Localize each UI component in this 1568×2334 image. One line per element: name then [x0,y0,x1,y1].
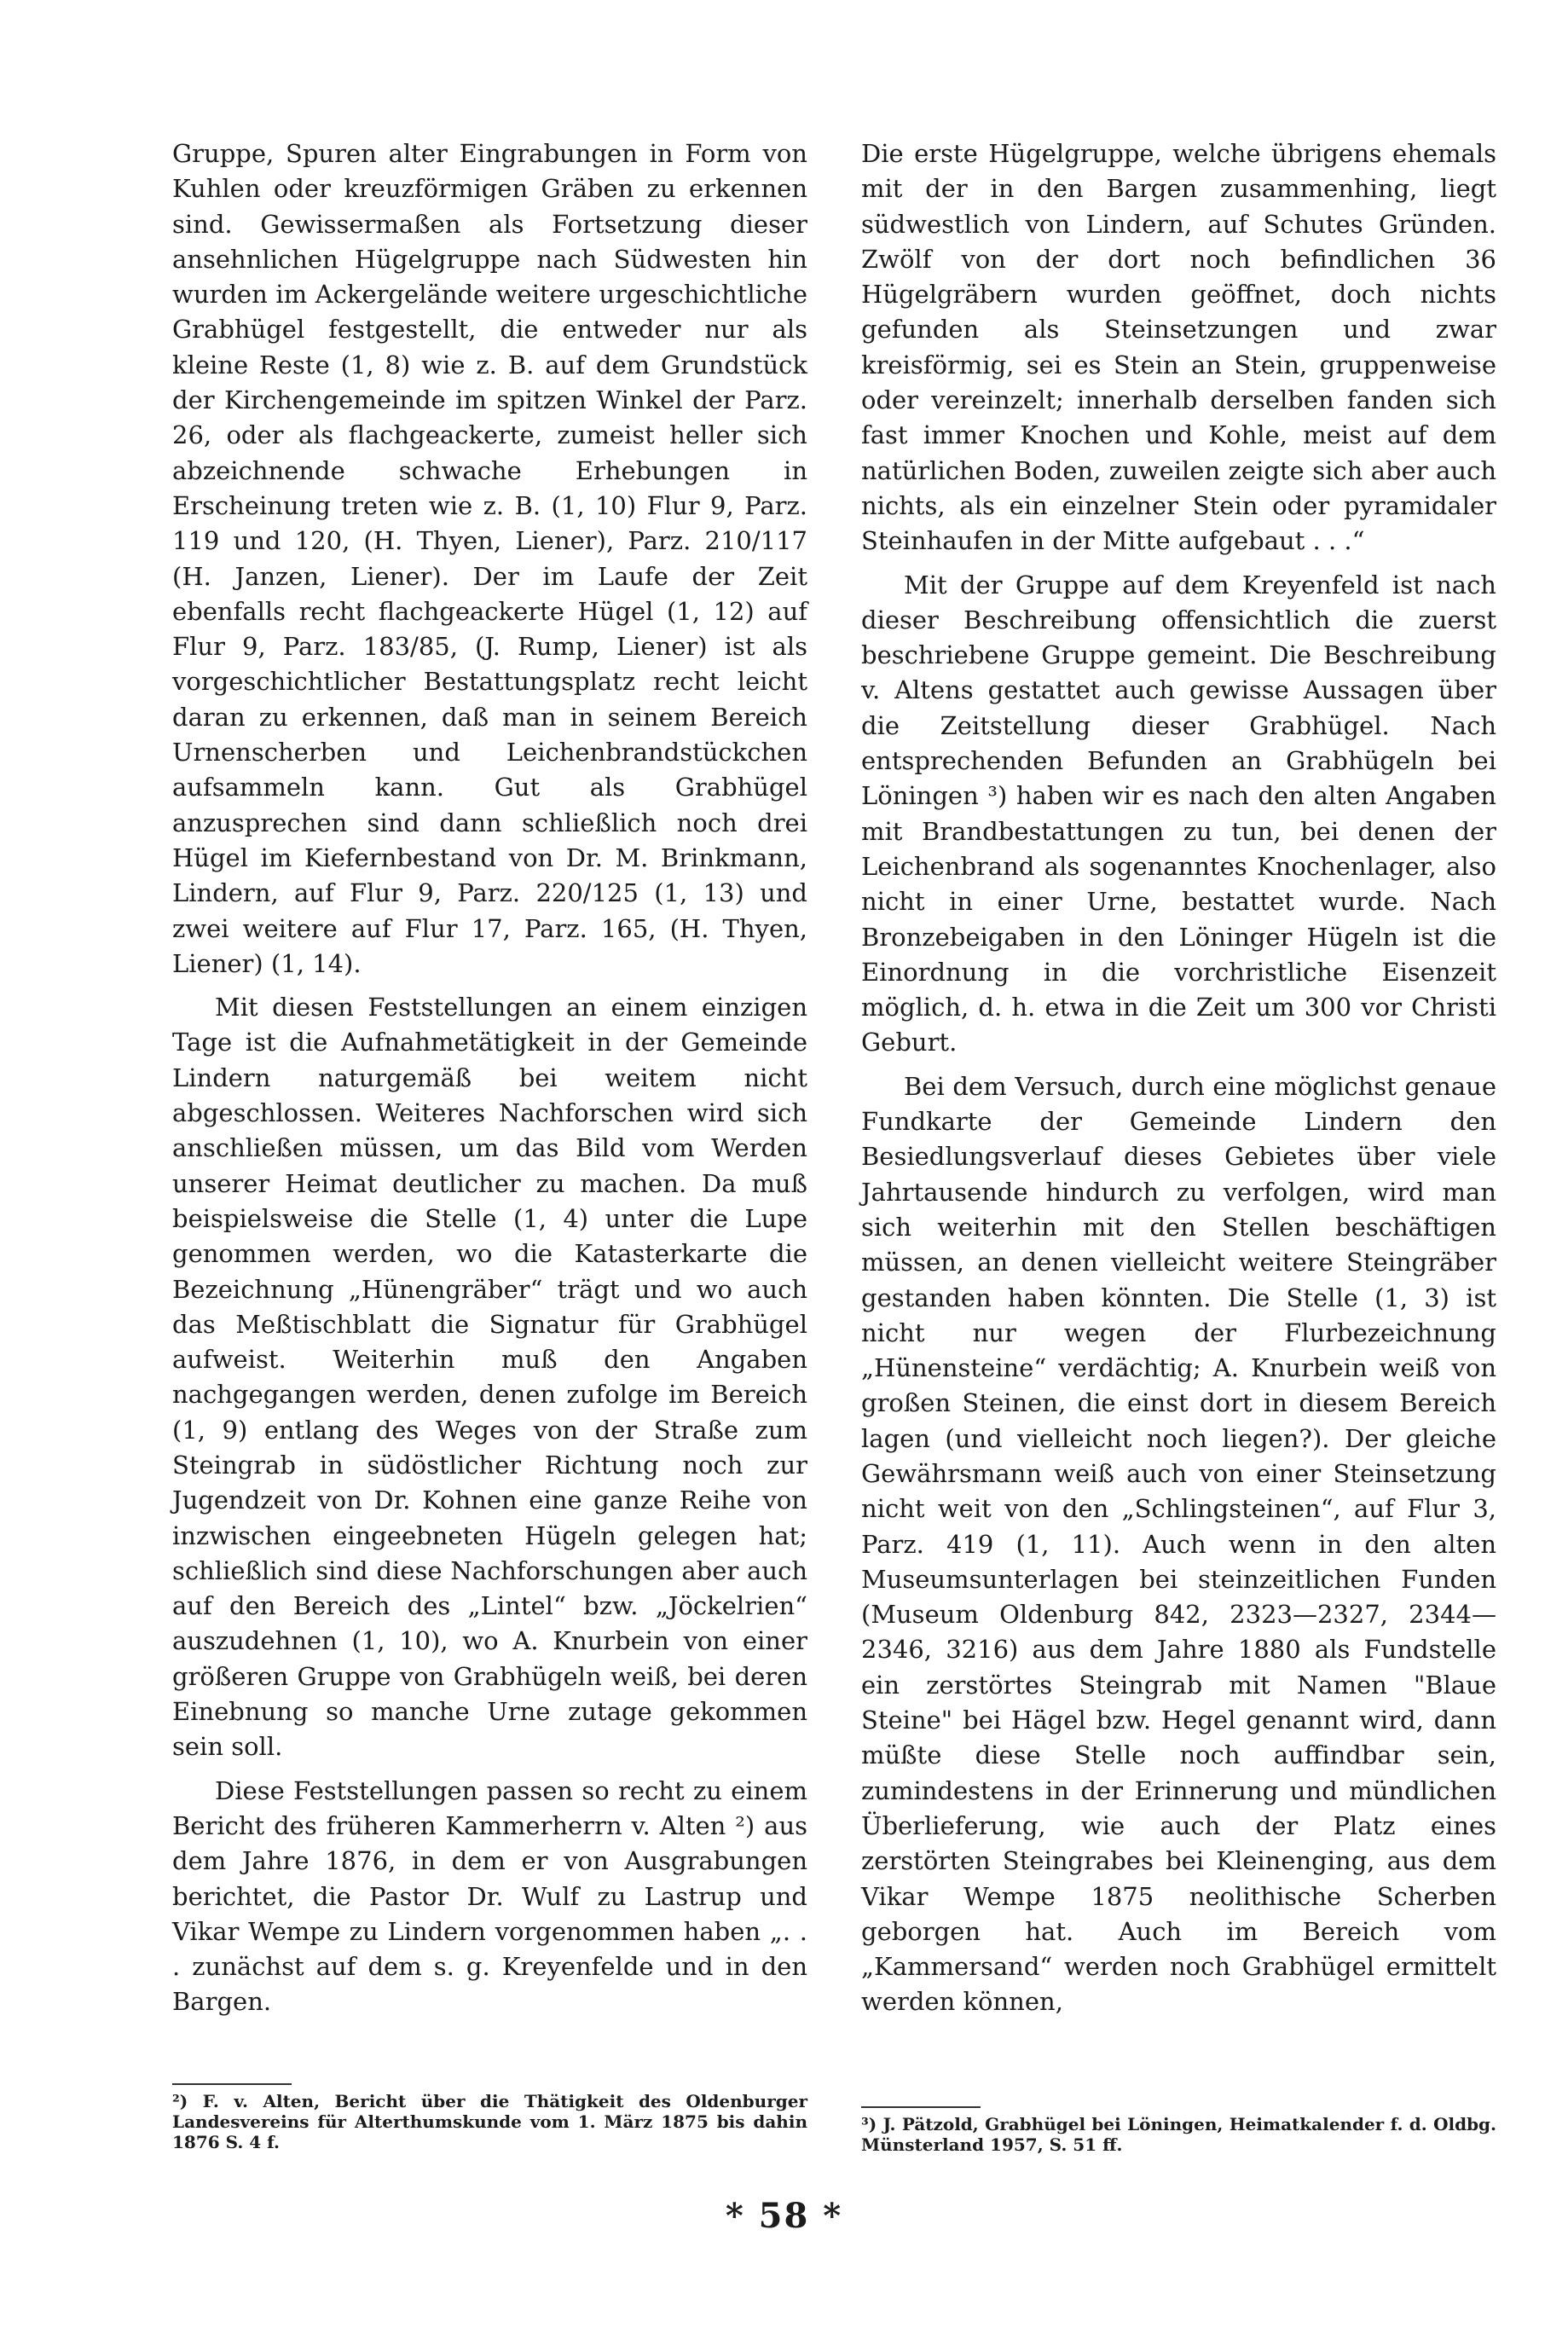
right-paragraph-1: Die erste Hügelgruppe, welche übrigens ehemals mit der in den Bargen zusammenhing, liegt südwestlich von Lindern, auf Schutes Gründen. Zwölf von der dort noch befindlichen 36 Hügelgräbern wurden geöffnet, doch nichts gefunden als Steinsetzungen und zwar kreisförmig, sei es Stein an Stein, gruppenweise oder vereinzelt; innerhalb derselben fanden sich fast immer Knochen und Kohle, meist auf dem natürlichen Boden, zuweilen zeigte sich aber auch nichts, als ein einzelner Stein oder pyramidaler Steinhaufen in der Mitte aufgebaut . . .“ [861,139,1496,556]
right-footnote-rule [861,2106,981,2108]
right-paragraph-2: Mit der Gruppe auf dem Kreyenfeld ist nach dieser Beschreibung offensichtlich die zuerst beschriebene Gruppe gemeint. Die Beschreibung v. Altens gestattet auch gewisse Aussagen über die Zeitstellung dieser Grabhügel. Nach entsprechenden Befunden an Grabhügeln bei Löningen ³) haben wir es nach den alten Angaben mit Brandbestattungen zu tun, bei denen der Leichenbrand als sogenanntes Knochenlager, also nicht in einer Urne, bestattet wurde. Nach Bronzebeigaben in den Löninger Hügeln ist die Einordnung in die vorchristliche Eisenzeit möglich, d. h. etwa in die Zeit um 300 vor Christi Geburt. [861,570,1496,1057]
left-footnote [172,2091,807,2152]
right-footnote-marker: ³) [861,2114,877,2134]
left-paragraph-3: Diese Feststellungen passen so recht zu einem Bericht des früheren Kammerherrn v. Alten ²) aus dem Jahre 1876, in dem er von Ausgrabungen berichtet, die Pastor Dr. Wulf zu Lastrup und Vikar Wempe zu Lindern vorgenommen haben „. . . zunächst auf dem s. g. Kreyenfelde und in den Bargen. [172,1775,807,2017]
page-number: * 58 * [725,2196,843,2236]
right-paragraph-3: Bei dem Versuch, durch eine möglichst genaue Fundkarte der Gemeinde Lindern den Besiedlungsverlauf dieses Gebietes über viele Jahrtausende hindurch zu verfolgen, wird man sich weiterhin mit den Stellen beschäftigen müssen, an denen vielleicht weitere Steingräber gestanden haben könnten. Die Stelle (1, 3) ist nicht nur wegen der Flurbezeichnung „Hünensteine“ verdächtig; A. Knurbein weiß von großen Steinen, die einst dort in diesem Bereich lagen (und vielleicht noch liegen?). Der gleiche Gewährsmann weiß auch von einer Steinsetzung nicht weit von den „Schlingsteinen“, auf Flur 3, Parz. 419 (1, 11). Auch wenn in den alten Museumsunterlagen bei steinzeitlichen Funden (Museum Oldenburg 842, 2323—2327, 2344—2346, 3216) aus dem Jahre 1880 als Fundstelle ein zerstörtes Steingrab mit Namen "Blaue Steine" bei Hägel bzw. Hegel genannt wird, dann müßte diese Stelle noch auffindbar sein, zumindestens in der Erinnerung und mündlichen Überlieferung, wie auch der Platz eines zerstörten Steingrabes bei Kleinenging, aus dem Vikar Wempe 1875 neolithische Scherben geborgen hat. Auch im Bereich vom „Kammersand“ werden noch Grabhügel ermittelt werden können, [861,1071,1496,2017]
right-footnote [861,2114,1496,2155]
right-column [861,136,1496,2029]
left-footnote-text: F. v. Alten, Bericht über die Thätigkeit des Oldenburger Landesvereins für Alterthumskunde vom 1. März 1875 bis dahin 1876 S. 4 f. [172,2091,807,2152]
left-footnote-rule [172,2083,292,2085]
right-footnote-text: J. Pätzold, Grabhügel bei Löningen, Heimatkalender f. d. Oldbg. Münsterland 1957, S. 51 ff. [861,2114,1496,2155]
left-column [172,136,807,2029]
left-paragraph-2: Mit diesen Feststellungen an einem einzigen Tage ist die Aufnahmetätigkeit in der Gemeinde Lindern naturgemäß bei weitem nicht abgeschlossen. Weiteres Nachforschen wird sich anschließen müssen, um das Bild vom Werden unserer Heimat deutlicher zu machen. Da muß beispielsweise die Stelle (1, 4) unter die Lupe genommen werden, wo die Katasterkarte die Bezeichnung „Hünengräber“ trägt und wo auch das Meßtischblatt die Signatur für Grabhügel aufweist. Weiterhin muß den Angaben nachgegangen werden, denen zufolge im Bereich (1, 9) entlang des Weges von der Straße zum Steingrab in südöstlicher Richtung noch zur Jugendzeit von Dr. Kohnen eine ganze Reihe von inzwischen eingeebneten Hügeln gelegen hat; schließlich sind diese Nachforschungen aber auch auf den Bereich des „Lintel“ bzw. „Jöckelrien“ auszudehnen (1, 10), wo A. Knurbein von einer größeren Gruppe von Grabhügeln weiß, bei deren Einebnung so manche Urne zutage gekommen sein soll. [172,993,807,1762]
left-footnote-marker: ²) [172,2091,188,2111]
left-paragraph-1: Gruppe, Spuren alter Eingrabungen in Form von Kuhlen oder kreuzförmigen Gräben zu erkennen sind. Gewissermaßen als Fortsetzung dieser ansehnlichen Hügelgruppe nach Südwesten hin wurden im Ackergelände weitere urgeschichtliche Grabhügel festgestellt, die entweder nur als kleine Reste (1, 8) wie z. B. auf dem Grundstück der Kirchengemeinde im spitzen Winkel der Parz. 26, oder als flachgeackerte, zumeist heller sich abzeichnende schwache Erhebungen in Erscheinung treten wie z. B. (1, 10) Flur 9, Parz. 119 und 120, (H. Thyen, Liener), Parz. 210/117 (H. Janzen, Liener). Der im Laufe der Zeit ebenfalls recht flachgeackerte Hügel (1, 12) auf Flur 9, Parz. 183/85, (J. Rump, Liener) ist als vorgeschichtlicher Bestattungsplatz recht leicht daran zu erkennen, daß man in seinem Bereich Urnenscherben und Leichenbrandstückchen aufsammeln kann. Gut als Grabhügel anzusprechen sind dann schließlich noch drei Hügel im Kiefernbestand von Dr. M. Brinkmann, Lindern, auf Flur 9, Parz. 220/125 (1, 13) und zwei weitere auf Flur 17, Parz. 165, (H. Thyen, Liener) (1, 14). [172,139,807,978]
